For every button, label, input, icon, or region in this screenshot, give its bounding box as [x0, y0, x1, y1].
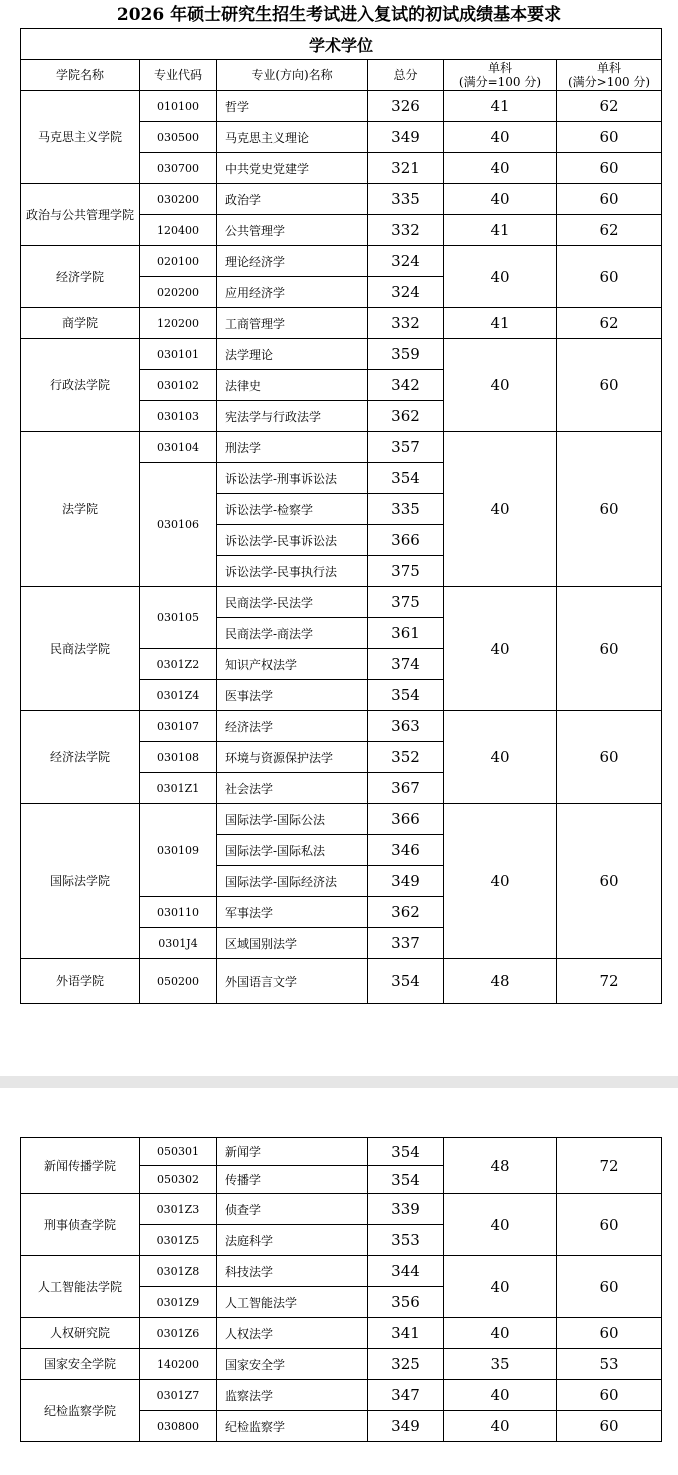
total-score: 357	[368, 432, 444, 463]
total-score: 354	[368, 680, 444, 711]
single-score-over-100: 60	[557, 711, 662, 804]
major-code: 0301Z1	[140, 773, 217, 804]
major-name: 人权法学	[217, 1318, 368, 1349]
major-name: 中共党史党建学	[217, 153, 368, 184]
single-score-100: 48	[444, 959, 557, 1004]
table-row	[21, 1318, 662, 1349]
total-score: 349	[368, 122, 444, 153]
total-score: 332	[368, 308, 444, 339]
table-row	[21, 711, 662, 742]
major-name: 区域国别法学	[217, 928, 368, 959]
single-score-100: 40	[444, 1194, 557, 1256]
major-name: 理论经济学	[217, 246, 368, 277]
single-score-over-100: 60	[557, 339, 662, 432]
table-row	[21, 91, 662, 122]
single-score-over-100: 53	[557, 1349, 662, 1380]
major-name: 民商法学-民法学	[217, 587, 368, 618]
major-name: 哲学	[217, 91, 368, 122]
table-row	[21, 1380, 662, 1411]
total-score: 361	[368, 618, 444, 649]
total-score: 375	[368, 587, 444, 618]
table-row	[21, 1256, 662, 1287]
header-single-100-line1: 单科	[487, 61, 512, 75]
total-score: 347	[368, 1380, 444, 1411]
major-name: 诉讼法学-刑事诉讼法	[217, 463, 368, 494]
major-name: 人工智能法学	[217, 1287, 368, 1318]
major-code: 0301Z8	[140, 1256, 217, 1287]
total-score: 324	[368, 277, 444, 308]
total-score: 363	[368, 711, 444, 742]
total-score: 366	[368, 525, 444, 556]
total-score: 335	[368, 494, 444, 525]
college-cell: 人工智能法学院	[21, 1256, 140, 1318]
single-score-100: 41	[444, 91, 557, 122]
table-row	[21, 1194, 662, 1225]
single-score-100: 40	[444, 339, 557, 432]
major-name: 国际法学-国际经济法	[217, 866, 368, 897]
single-score-over-100: 60	[557, 122, 662, 153]
college-cell: 纪检监察学院	[21, 1380, 140, 1442]
major-code: 030102	[140, 370, 217, 401]
major-code: 0301Z3	[140, 1194, 217, 1225]
major-name: 政治学	[217, 184, 368, 215]
major-code: 030110	[140, 897, 217, 928]
major-code: 030700	[140, 153, 217, 184]
total-score: 324	[368, 246, 444, 277]
total-score: 332	[368, 215, 444, 246]
college-cell: 民商法学院	[21, 587, 140, 711]
major-name: 外国语言文学	[217, 959, 368, 1004]
single-score-100: 35	[444, 1349, 557, 1380]
single-score-over-100: 62	[557, 215, 662, 246]
total-score: 362	[368, 897, 444, 928]
major-code: 020100	[140, 246, 217, 277]
college-cell: 新闻传播学院	[21, 1138, 140, 1194]
college-cell: 法学院	[21, 432, 140, 587]
single-score-100: 40	[444, 122, 557, 153]
major-name: 国家安全学	[217, 1349, 368, 1380]
college-cell: 经济学院	[21, 246, 140, 308]
major-code: 030108	[140, 742, 217, 773]
total-score: 354	[368, 959, 444, 1004]
single-score-100: 40	[444, 1318, 557, 1349]
table-row	[21, 308, 662, 339]
total-score: 326	[368, 91, 444, 122]
page-break-divider	[0, 1076, 678, 1088]
single-score-over-100: 60	[557, 246, 662, 308]
major-name: 医事法学	[217, 680, 368, 711]
major-code: 050302	[140, 1166, 217, 1194]
major-name: 纪检监察学	[217, 1411, 368, 1442]
total-score: 349	[368, 1411, 444, 1442]
single-score-100: 40	[444, 184, 557, 215]
single-score-over-100: 60	[557, 153, 662, 184]
score-table-page-2	[20, 1137, 662, 1442]
single-score-over-100: 60	[557, 1194, 662, 1256]
major-code: 030200	[140, 184, 217, 215]
major-name: 社会法学	[217, 773, 368, 804]
single-score-over-100: 62	[557, 91, 662, 122]
single-score-100: 40	[444, 1256, 557, 1318]
table-row	[21, 184, 662, 215]
single-score-100: 40	[444, 804, 557, 959]
degree-type-heading: 学术学位	[21, 29, 662, 60]
major-name: 诉讼法学-民事执行法	[217, 556, 368, 587]
major-name: 知识产权法学	[217, 649, 368, 680]
major-name: 新闻学	[217, 1138, 368, 1166]
table-row	[21, 1349, 662, 1380]
total-score: 344	[368, 1256, 444, 1287]
major-code: 0301Z6	[140, 1318, 217, 1349]
college-cell: 商学院	[21, 308, 140, 339]
table-row	[21, 432, 662, 463]
major-code: 030104	[140, 432, 217, 463]
table-row	[21, 339, 662, 370]
college-cell: 人权研究院	[21, 1318, 140, 1349]
single-score-over-100: 60	[557, 432, 662, 587]
header-total: 总分	[368, 60, 444, 91]
college-cell: 政治与公共管理学院	[21, 184, 140, 246]
major-code: 020200	[140, 277, 217, 308]
table-row	[21, 959, 662, 1004]
major-code: 030109	[140, 804, 217, 897]
major-code: 140200	[140, 1349, 217, 1380]
total-score: 352	[368, 742, 444, 773]
single-score-100: 40	[444, 246, 557, 308]
total-score: 321	[368, 153, 444, 184]
total-score: 337	[368, 928, 444, 959]
single-score-over-100: 60	[557, 1318, 662, 1349]
college-cell: 马克思主义学院	[21, 91, 140, 184]
college-cell: 行政法学院	[21, 339, 140, 432]
subtitle-row	[21, 29, 662, 60]
total-score: 356	[368, 1287, 444, 1318]
single-score-over-100: 60	[557, 804, 662, 959]
total-score: 354	[368, 463, 444, 494]
header-single-over-100-line1: 单科	[597, 61, 622, 75]
major-name: 传播学	[217, 1166, 368, 1194]
major-name: 民商法学-商法学	[217, 618, 368, 649]
single-score-100: 40	[444, 587, 557, 711]
total-score: 375	[368, 556, 444, 587]
major-name: 国际法学-国际公法	[217, 804, 368, 835]
major-code: 030103	[140, 401, 217, 432]
major-name: 工商管理学	[217, 308, 368, 339]
single-score-100: 40	[444, 711, 557, 804]
major-code: 0301Z4	[140, 680, 217, 711]
total-score: 354	[368, 1138, 444, 1166]
single-score-over-100: 72	[557, 1138, 662, 1194]
table-row	[21, 804, 662, 835]
header-single-over-100-line2: (满分>100 分)	[567, 75, 651, 89]
total-score: 342	[368, 370, 444, 401]
header-single-100-line2: (满分=100 分)	[458, 75, 542, 89]
table-row	[21, 587, 662, 618]
major-code: 030101	[140, 339, 217, 370]
table-row	[21, 246, 662, 277]
college-cell: 刑事侦查学院	[21, 1194, 140, 1256]
document-title: 2026 年硕士研究生招生考试进入复试的初试成绩基本要求	[116, 5, 562, 25]
major-code: 030500	[140, 122, 217, 153]
major-code: 050200	[140, 959, 217, 1004]
major-code: 030106	[140, 463, 217, 587]
total-score: 366	[368, 804, 444, 835]
total-score: 349	[368, 866, 444, 897]
header-single-100	[444, 60, 557, 91]
major-code: 120400	[140, 215, 217, 246]
single-score-over-100: 60	[557, 1256, 662, 1318]
total-score: 346	[368, 835, 444, 866]
major-code: 030105	[140, 587, 217, 649]
major-code: 0301Z7	[140, 1380, 217, 1411]
major-code: 0301Z2	[140, 649, 217, 680]
table-row	[21, 1138, 662, 1166]
college-cell: 外语学院	[21, 959, 140, 1004]
single-score-over-100: 60	[557, 184, 662, 215]
header-row	[21, 60, 662, 91]
college-cell: 国家安全学院	[21, 1349, 140, 1380]
score-table-page-1	[20, 28, 662, 1004]
total-score: 359	[368, 339, 444, 370]
major-name: 法学理论	[217, 339, 368, 370]
total-score: 354	[368, 1166, 444, 1194]
major-name: 法律史	[217, 370, 368, 401]
single-score-over-100: 72	[557, 959, 662, 1004]
single-score-over-100: 60	[557, 1380, 662, 1411]
major-code: 030107	[140, 711, 217, 742]
single-score-100: 40	[444, 432, 557, 587]
major-name: 法庭科学	[217, 1225, 368, 1256]
major-name: 军事法学	[217, 897, 368, 928]
total-score: 367	[368, 773, 444, 804]
major-code: 120200	[140, 308, 217, 339]
major-name: 侦查学	[217, 1194, 368, 1225]
major-code: 010100	[140, 91, 217, 122]
single-score-100: 40	[444, 1411, 557, 1442]
major-code: 0301J4	[140, 928, 217, 959]
major-name: 宪法学与行政法学	[217, 401, 368, 432]
college-cell: 经济法学院	[21, 711, 140, 804]
major-name: 诉讼法学-民事诉讼法	[217, 525, 368, 556]
header-single-over-100	[557, 60, 662, 91]
total-score: 335	[368, 184, 444, 215]
single-score-over-100: 60	[557, 1411, 662, 1442]
single-score-over-100: 62	[557, 308, 662, 339]
single-score-100: 41	[444, 215, 557, 246]
major-code: 030800	[140, 1411, 217, 1442]
major-name: 刑法学	[217, 432, 368, 463]
total-score: 341	[368, 1318, 444, 1349]
major-code: 0301Z5	[140, 1225, 217, 1256]
major-name: 公共管理学	[217, 215, 368, 246]
major-name: 科技法学	[217, 1256, 368, 1287]
major-name: 环境与资源保护法学	[217, 742, 368, 773]
header-major: 专业(方向)名称	[217, 60, 368, 91]
major-name: 诉讼法学-检察学	[217, 494, 368, 525]
major-name: 经济法学	[217, 711, 368, 742]
major-name: 应用经济学	[217, 277, 368, 308]
major-name: 马克思主义理论	[217, 122, 368, 153]
major-name: 监察法学	[217, 1380, 368, 1411]
major-code: 050301	[140, 1138, 217, 1166]
total-score: 374	[368, 649, 444, 680]
college-cell: 国际法学院	[21, 804, 140, 959]
total-score: 325	[368, 1349, 444, 1380]
single-score-100: 48	[444, 1138, 557, 1194]
total-score: 353	[368, 1225, 444, 1256]
total-score: 339	[368, 1194, 444, 1225]
total-score: 362	[368, 401, 444, 432]
header-code: 专业代码	[140, 60, 217, 91]
major-name: 国际法学-国际私法	[217, 835, 368, 866]
major-code: 0301Z9	[140, 1287, 217, 1318]
single-score-100: 40	[444, 1380, 557, 1411]
header-college: 学院名称	[21, 60, 140, 91]
single-score-100: 41	[444, 308, 557, 339]
single-score-100: 40	[444, 153, 557, 184]
single-score-over-100: 60	[557, 587, 662, 711]
